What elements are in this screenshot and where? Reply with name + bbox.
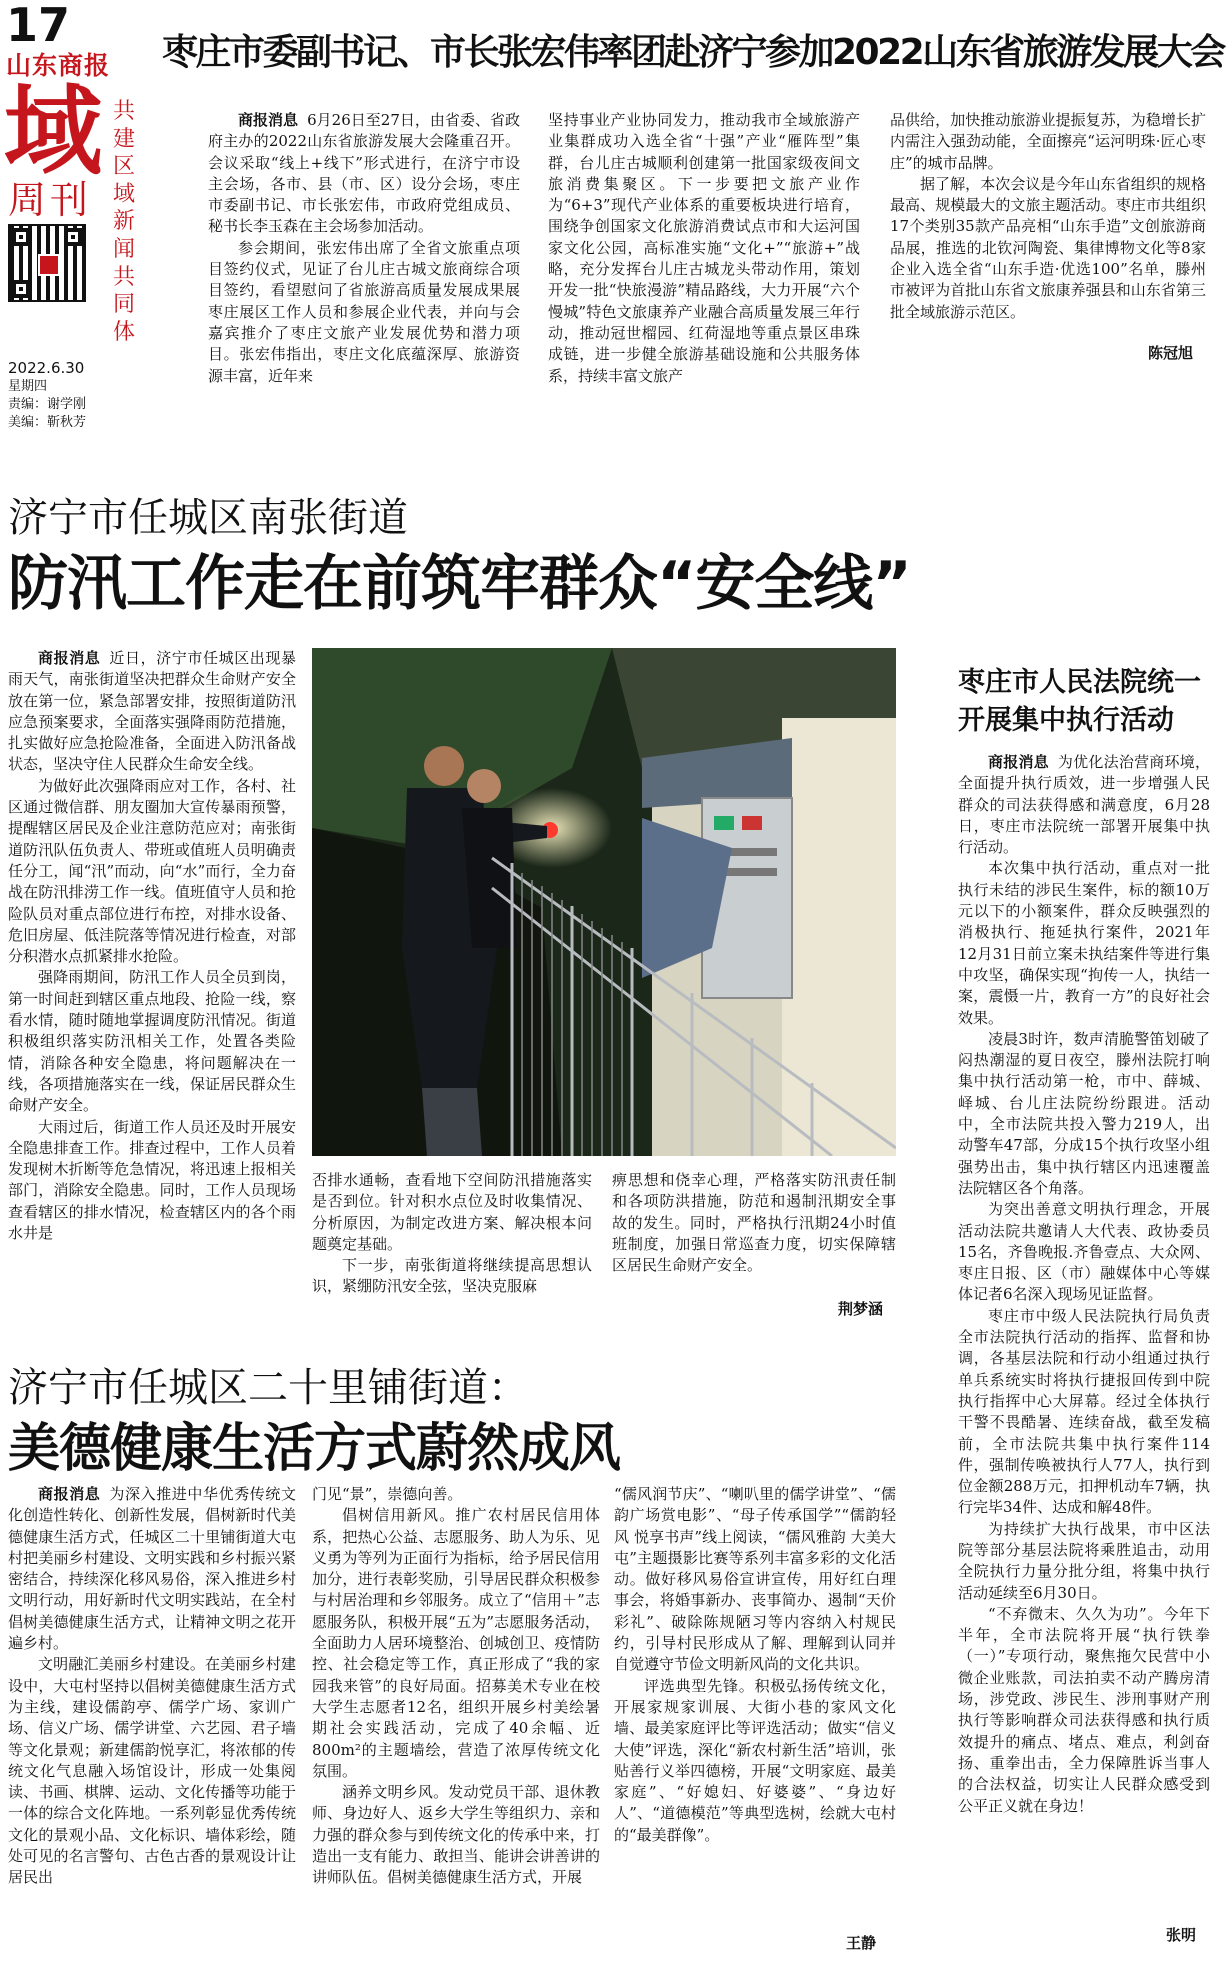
page-number: 17 xyxy=(6,0,71,52)
article2-column-1 xyxy=(8,648,296,1324)
article2-byline: 荆梦涵 xyxy=(838,1300,884,1318)
article2-column-2 xyxy=(312,1170,592,1324)
article4-column-3 xyxy=(614,1484,896,1924)
article2-column-3 xyxy=(612,1170,896,1290)
article2-paragraph: 大雨过后，街道工作人员还及时开展安全隐患排查工作。排查过程中，工作人员着发现树木折断等危急情况，将迅速上报相关部门，消除安全隐患。同时，工作人员现场查看辖区的排水情况，检查辖区内的各个雨水井是 xyxy=(8,1117,296,1243)
article1-headline: 枣庄市委副书记、市长张宏伟率团赴济宁参加2022山东省旅游发展大会 xyxy=(162,32,1224,73)
editor-credit: 责编：谢学刚 xyxy=(8,397,87,412)
article1-paragraph: 品供给，加快推动旅游业提振复苏，为稳增长扩内需注入强劲动能，全面擦亮“运河明珠·匠心枣庄”的城市品牌。 xyxy=(890,111,1206,172)
article1-paragraph: 6月26日至27日，由省委、省政府主办的2022山东省旅游发展大会隆重召开。会议采取“线上+线下”形式进行，在济宁市设主会场，各市、县（市、区）设分会场，枣庄市委副书记、市长张宏伟，市政府党组成员、秘书长李玉森在主会场参加活动。 xyxy=(208,111,520,236)
article3-paragraph: 为优化法治营商环境，全面提升执行质效，进一步增强人民群众的司法获得感和满意度，6月28日，枣庄市法院统一部署开展集中执行活动。 xyxy=(958,753,1210,857)
article3-column xyxy=(958,752,1210,1902)
article1-lead: 商报消息 xyxy=(238,111,299,129)
article3-paragraph: 为突出善意文明执行理念，开展活动法院共邀请人大代表、政协委员15名，齐鲁晚报.齐鲁壹点、大众网、枣庄日报、区（市）融媒体中心等媒体记者6名深入现场见证监督。 xyxy=(958,1200,1210,1304)
article4-column-2 xyxy=(312,1484,600,1954)
flood-inspection-photo xyxy=(312,648,896,1156)
article2-paragraph: 近日，济宁市任城区出现暴雨天气，南张街道坚决把群众生命财产安全放在第一位，紧急部署安排，按照街道防汛应急预案要求，全面落实强降雨防范措施，扎实做好应急抢险准备，全面进入防汛备战状态，坚决守住人民群众生命安全线。 xyxy=(8,649,296,774)
section-char: 域 xyxy=(4,74,103,189)
section-weekly: 周刊 xyxy=(8,178,93,222)
article4-paragraph: 评选典型先锋。积极弘扬传统文化，开展家规家训展、大街小巷的家风文化墙、最美家庭评比等评选活动；做实“信义大使”评选，深化“新农村新生活”培训，张贴善行义举四德榜，开展“文明家庭、最美家庭”、“好媳妇、好婆婆”、“身边好人”、“道德模范”等典型选树，绘就大屯村的“最美群像”。 xyxy=(614,1676,896,1844)
article3-byline: 张明 xyxy=(1166,1926,1197,1944)
qr-code-icon[interactable] xyxy=(8,224,86,302)
article4-kicker: 济宁市任城区二十里铺街道： xyxy=(8,1365,528,1411)
article1-paragraph: 坚持事业产业协同发力，推动我市全域旅游产业集群成功入选全省“十强”产业“雁阵型”集群，台儿庄古城顺利创建第一批国家级夜间文旅消费集聚区。下一步要把文旅产业作为“6+3”现代产业体系的重要板块进行培育，围绕争创国家文化旅游消费试点市和大运河国家文化公园，高标准实施“文化+”“旅游+”战略，充分发挥台儿庄古城龙头带动作用，策划开发一批“快旅漫游”精品路线，大力开展“六个慢城”特色文旅康养产业融合高质量发展三年行动，推动冠世榴园、红荷湿地等重点景区串珠成链，进一步健全旅游基础设施和公共服务体系，持续丰富文旅产 xyxy=(548,111,860,385)
article2-paragraph: 为做好此次强降雨应对工作，各村、社区通过微信群、朋友圈加大宣传暴雨预警，提醒辖区居民及企业注意防范应对；南张街道防汛队伍负责人、带班或值班人员明确责任分工，闻“汛”而动，向“水”而行，全力奋战在防汛排涝工作一线。值班值守人员和抢险队员对重点部位进行布控，对排水设备、危旧房屋、低洼院落等情况进行检查，对部分积潜水点抓紧排水抢险。 xyxy=(8,776,296,966)
issue-date: 2022.6.30 xyxy=(8,359,85,377)
article2-paragraph: 强降雨期间，防汛工作人员全员到岗，第一时间赶到辖区重点地段、抢险一线，察看水情，随时随地掌握调度防汛情况。街道积极组织落实防汛相关工作，处置各类险情，消除各种安全隐患，将问题解决在一线，各项措施落实在一线，保证居民群众生命财产安全。 xyxy=(8,968,296,1115)
article3-lead: 商报消息 xyxy=(988,753,1049,771)
designer-credit: 美编：靳秋芳 xyxy=(8,415,87,430)
article3-paragraph: “不弃微末、久久为功”。今年下半年，全市法院将开展“执行铁拳（一）”专项行动，聚焦拖欠民营中小微企业账款，司法拍卖不动产腾房清场，涉党政、涉民生、涉刑事财产刑执行等影响群众司法获得感和执行质效提升的痛点、堵点、难点，利剑奋扬、重拳出击，全力保障胜诉当事人的合法权益，切实让人民群众感受到公平正义就在身边！ xyxy=(958,1604,1210,1815)
article1-paragraph: 据了解，本次会议是今年山东省组织的规格最高、规模最大的文旅主题活动。枣庄市共组织17个类别35款产品亮相“山东手造”文创旅游商品展，推选的北钦河陶瓷、集律博物文化等8家企业入选全省“山东手造·优选100”名单，滕州市被评为首批山东省文旅康养强县和山东省第三批全域旅游示范区。 xyxy=(890,174,1206,321)
article3-headline: 枣庄市人民法院统一开展集中执行活动 xyxy=(958,667,1201,736)
article1-column-3 xyxy=(890,110,1206,348)
article2-headline: 防汛工作走在前筑牢群众“安全线” xyxy=(8,549,911,619)
slogan: 共建区域新闻共同体 xyxy=(112,99,135,345)
article1-column-1 xyxy=(208,110,520,416)
photo-illustration xyxy=(312,648,896,1156)
article4-column-1 xyxy=(8,1484,296,1954)
article4-headline: 美德健康生活方式蔚然成风 xyxy=(8,1419,621,1479)
article4-paragraph: 文明融汇美丽乡村建设。在美丽乡村建设中，大屯村坚持以倡树美德健康生活方式为主线，建设儒韵亭、儒学广场、家训广场、信义广场、儒学讲堂、六艺园、君子墙等文化景观；新建儒韵悦享汇，将浓郁的传统文化气息融入场馆设计，形成一处集阅读、书画、棋牌、运动、文化传播等功能于一体的综合文化阵地。一系列彰显优秀传统文化的景观小品、文化标识、墙体彩绘，随处可见的名言警句、古色古香的景观设计让居民出 xyxy=(8,1655,296,1887)
article1-paragraph: 参会期间，张宏伟出席了全省文旅重点项目签约仪式，见证了台儿庄古城文旅商综合项目签约，看望慰问了省旅游高质量发展成果展枣庄展区工作人员和参展企业代表，并向与会嘉宾推介了枣庄文旅产业发展优势和潜力项目。张宏伟指出，枣庄文化底蕴深厚、旅游资源丰富，近年来 xyxy=(208,238,520,385)
article2-paragraph: 痹思想和侥幸心理，严格落实防汛责任制和各项防洪措施，防范和遏制汛期安全事故的发生。同时，严格执行汛期24小时值班制度，加强日常巡查力度，切实保障辖区居民生命财产安全。 xyxy=(612,1171,896,1275)
article3-paragraph: 为持续扩大执行战果，市中区法院等部分基层法院将乘胜追击，动用全院执行力量分批分组，将集中执行活动延续至6月30日。 xyxy=(958,1519,1210,1602)
article1-column-2 xyxy=(548,110,860,416)
article4-paragraph: “儒风润节庆”、“喇叭里的儒学讲堂”、“儒韵广场赏电影”、“母子传承国学”“儒韵轻风 悦享书声”线上阅读，“儒风雅韵 大美大屯”主题摄影比赛等系列丰富多彩的文化活动。做好移风易俗宣讲宣传，用好红白理事会，将婚事新办、丧事简办、遏制“天价彩礼”、破除陈规陋习等内容纳入村规民约，引导村民形成从了解、理解到认同并自觉遵守节俭文明新风尚的文化共识。 xyxy=(614,1485,896,1674)
article3-paragraph: 枣庄市中级人民法院执行局负责全市法院执行活动的指挥、监督和协调，各基层法院和行动小组通过执行单兵系统实时将执行捷报回传到中院执行指挥中心大屏幕。经过全体执行干警不畏酷暑、连续奋战，截至发稿前，全市法院共集中执行案件114件，强制传唤被执行人77人，执行到位金额288万元，扣押机动车7辆，执行完毕34件、达成和解48件。 xyxy=(958,1306,1210,1517)
article2-lead: 商报消息 xyxy=(38,649,101,667)
article2-kicker: 济宁市任城区南张街道 xyxy=(8,495,408,541)
article4-paragraph: 门见“景”，崇德向善。 xyxy=(312,1485,463,1503)
article3-paragraph: 凌晨3时许，数声清脆警笛划破了闷热潮湿的夏日夜空，滕州法院打响集中执行活动第一枪，市中、薛城、峄城、台儿庄法院纷纷跟进。活动中，全市法院共投入警力219人，出动警车47部，分成15个执行攻坚小组强势出击，集中执行辖区内迅速覆盖法院辖区各个角落。 xyxy=(958,1029,1210,1197)
article2-paragraph: 下一步，南张街道将继续提高思想认识，紧绷防汛安全弦，坚决克服麻 xyxy=(312,1256,592,1296)
issue-weekday: 星期四 xyxy=(8,379,48,394)
article1-byline: 陈冠旭 xyxy=(1148,344,1194,362)
article4-lead: 商报消息 xyxy=(38,1485,101,1503)
article4-paragraph: 倡树信用新风。推广农村居民信用体系，把热心公益、志愿服务、助人为乐、见义勇为等列为正面行为指标，给予居民信用加分，进行表彰奖励，引导居民群众积极参与村居治理和乡邻服务。成立了“信用＋”志愿服务队，积极开展“五为”志愿服务活动，全面助力人居环境整治、创城创卫、疫情防控、社会稳定等工作，真正形成了“我的家园我来管”的良好局面。招募美术专业在校大学生志愿者12名，组织开展乡村美绘暑期社会实践活动，完成了40余幅、近800m²的主题墙绘，营造了浓厚传统文化氛围。 xyxy=(312,1506,600,1780)
paper-name: 山东商报 xyxy=(6,51,111,80)
article4-paragraph: 涵养文明乡风。发动党员干部、退休教师、身边好人、返乡大学生等组织力、亲和力强的群众参与到传统文化的传承中来，打造出一支有能力、敢担当、能讲会讲善讲的讲师队伍。倡树美德健康生活方式，开展 xyxy=(312,1783,600,1887)
article4-byline: 王静 xyxy=(846,1934,877,1952)
article4-paragraph: 为深入推进中华优秀传统文化创造性转化、创新性发展，倡树新时代美德健康生活方式，任城区二十里铺街道大屯村把美丽乡村建设、文明实践和乡村振兴紧密结合，持续深化移风易俗，深入推进乡村文明行动，用好新时代文明实践站，在全村倡树美德健康生活方式，让精神文明之花开遍乡村。 xyxy=(8,1485,296,1653)
article2-paragraph: 否排水通畅，查看地下空间防汛措施落实是否到位。针对积水点位及时收集情况、分析原因，为制定改进方案、解决根本问题奠定基础。 xyxy=(312,1171,592,1253)
article3-paragraph: 本次集中执行活动，重点对一批执行未结的涉民生案件，标的额10万元以下的小额案件，群众反映强烈的消极执行、拖延执行案件，2021年12月31日前立案未执结案件等进行集中攻坚，确保实现“拘传一人，执结一案，震慑一片，教育一方”的良好社会效果。 xyxy=(958,859,1210,1027)
